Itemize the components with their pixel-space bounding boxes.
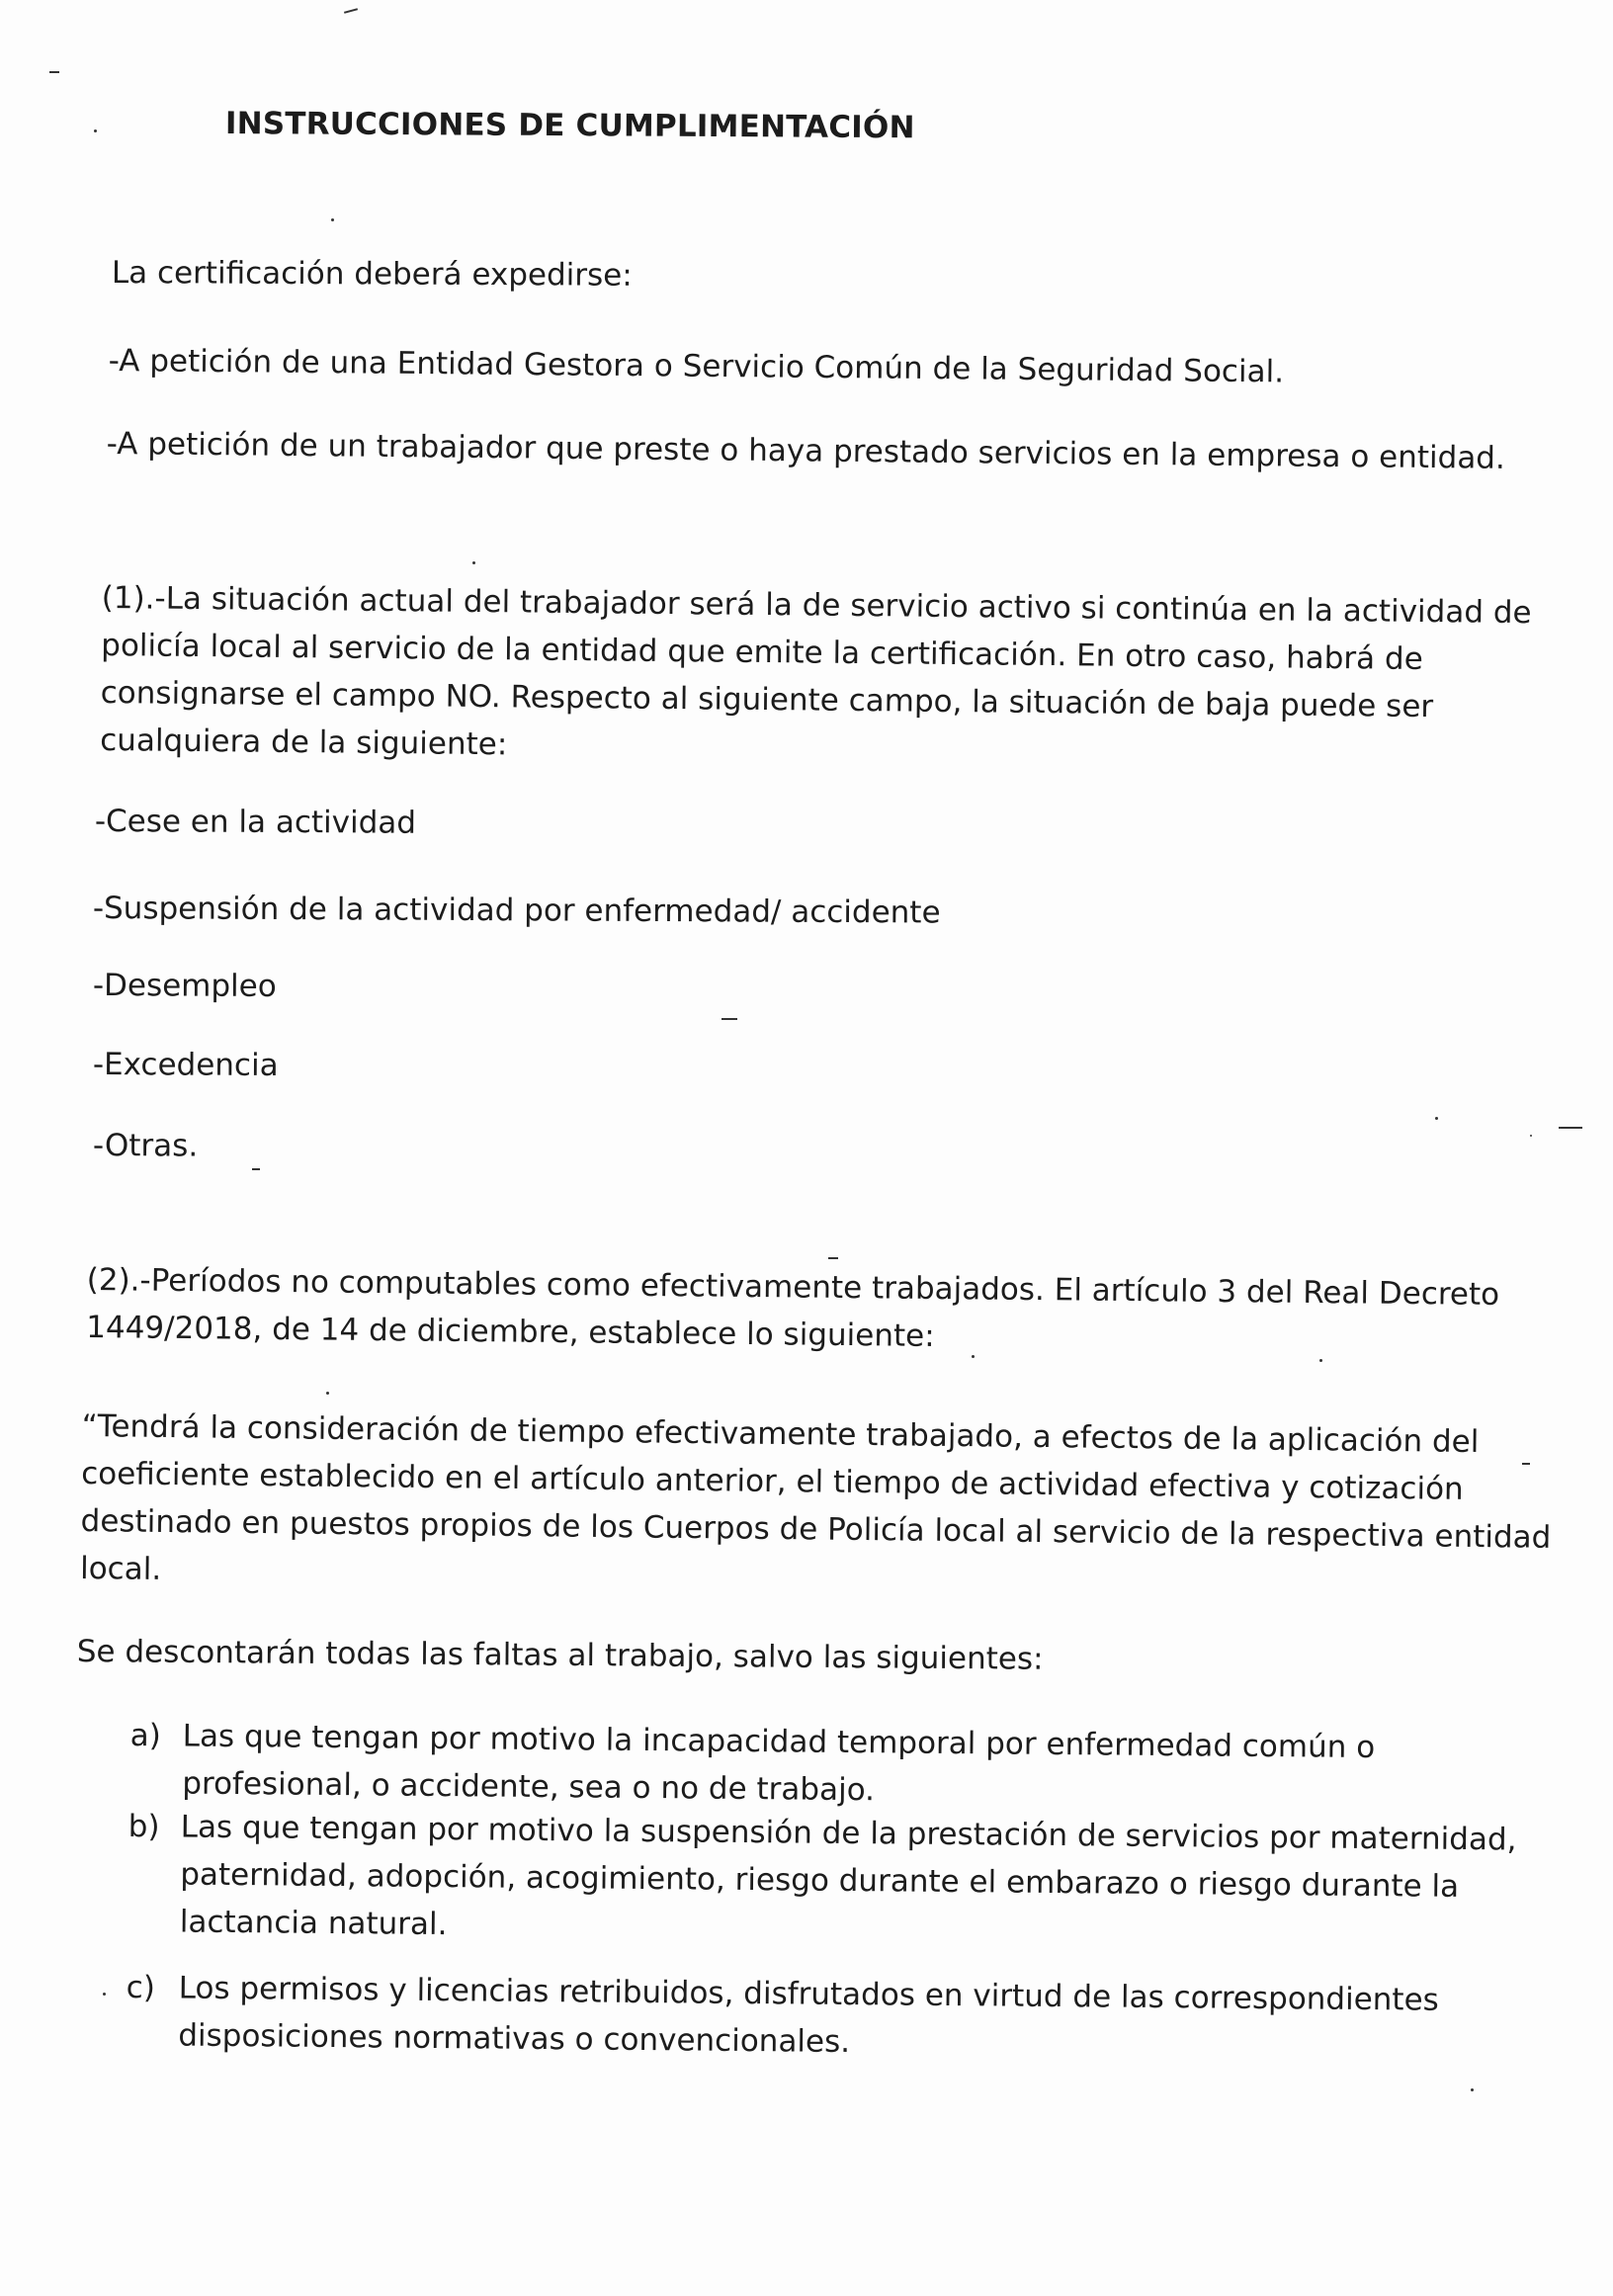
note1-paragraph (100, 574, 1532, 779)
scan-artifact (1471, 2088, 1474, 2091)
discount-intro: Se descontarán todas las faltas al trabajo, salvo las siguientes: (76, 1633, 1044, 1677)
paragraph-line: (1).-La situación actual del trabajador será la de servicio activo si continúa en la actividad de (101, 579, 1532, 632)
quote-line: local. (79, 1550, 162, 1587)
quote-paragraph (80, 1403, 1553, 1609)
list-marker: a) (129, 1717, 162, 1754)
status-option: -Excedencia (92, 1046, 279, 1083)
intro-item: -A petición de una Entidad Gestora o Servicio Común de la Seguridad Social. (108, 342, 1285, 390)
list-item-line: profesional, o accidente, sea o no de trabajo. (182, 1765, 876, 1809)
page-title: INSTRUCCIONES DE CUMPLIMENTACIÓN (224, 106, 915, 146)
list-marker: b) (127, 1808, 160, 1845)
scan-artifact (103, 1993, 106, 1996)
status-option: -Suspensión de la actividad por enfermedad/ accidente (92, 890, 941, 931)
scan-artifact (94, 129, 97, 132)
scan-artifact (49, 71, 59, 73)
exception-item-b (127, 1803, 1517, 1958)
paragraph-line: cualquiera de la siguiente: (100, 722, 508, 763)
quote-line: “Tendrá la consideración de tiempo efectivamente trabajado, a efectos de la aplicación del (81, 1407, 1480, 1461)
status-option: -Cese en la actividad (94, 803, 417, 841)
paragraph-line: (2).-Períodos no computables como efectivamente trabajados. El artículo 3 del Real Decreto (86, 1261, 1500, 1313)
scan-artifact (828, 1257, 838, 1259)
list-item-line: paternidad, adopción, acogimiento, riesgo durante el embarazo o riesgo durante la (180, 1856, 1460, 1905)
scan-artifact (472, 561, 475, 564)
intro-heading: La certificación deberá expedirse: (111, 254, 633, 294)
quote-line: coeficiente establecido en el artículo anterior, el tiempo de actividad efectiva y cotización (80, 1455, 1464, 1507)
paragraph-line: consignarse el campo NO. Respecto al siguiente campo, la situación de baja puede ser (100, 674, 1434, 725)
status-option: -Otras. (92, 1127, 199, 1164)
scan-artifact (1559, 1127, 1582, 1129)
scan-artifact (1435, 1117, 1438, 1120)
scan-artifact (1319, 1359, 1322, 1362)
scan-artifact (722, 1018, 737, 1020)
list-item-line: Las que tengan por motivo la suspensión de la prestación de servicios por maternidad, (180, 1809, 1517, 1858)
list-item-line: Los permisos y licencias retribuidos, disfrutados en virtud de las correspondientes (178, 1970, 1439, 2018)
exception-item-c (126, 1964, 1439, 2072)
paragraph-line: policía local al servicio de la entidad que emite la certificación. En otro caso, habrá de (101, 627, 1423, 678)
note2-paragraph (86, 1256, 1499, 1366)
scan-artifact (1530, 1135, 1532, 1137)
list-marker: c) (126, 1969, 156, 2006)
scan-artifact (972, 1355, 975, 1358)
scan-artifact (252, 1168, 260, 1170)
intro-item: -A petición de un trabajador que preste o haya prestado servicios en la empresa o entidad. (106, 425, 1506, 476)
scan-artifact (326, 1392, 329, 1395)
list-item-line: lactancia natural. (179, 1904, 448, 1943)
scan-artifact (344, 8, 358, 14)
list-item-line: Las que tengan por motivo la incapacidad temporal por enfermedad común o (182, 1718, 1376, 1766)
status-option: -Desempleo (92, 967, 277, 1004)
list-item-line: disposiciones normativas o convencionales. (178, 2017, 851, 2061)
scan-artifact (1522, 1463, 1530, 1465)
quote-line: destinado en puestos propios de los Cuerpos de Policía local al servicio de la respectiva entidad (80, 1502, 1552, 1556)
scan-artifact (331, 218, 334, 221)
exception-item-a (129, 1712, 1375, 1819)
paragraph-line: 1449/2018, de 14 de diciembre, establece lo siguiente: (86, 1309, 935, 1354)
